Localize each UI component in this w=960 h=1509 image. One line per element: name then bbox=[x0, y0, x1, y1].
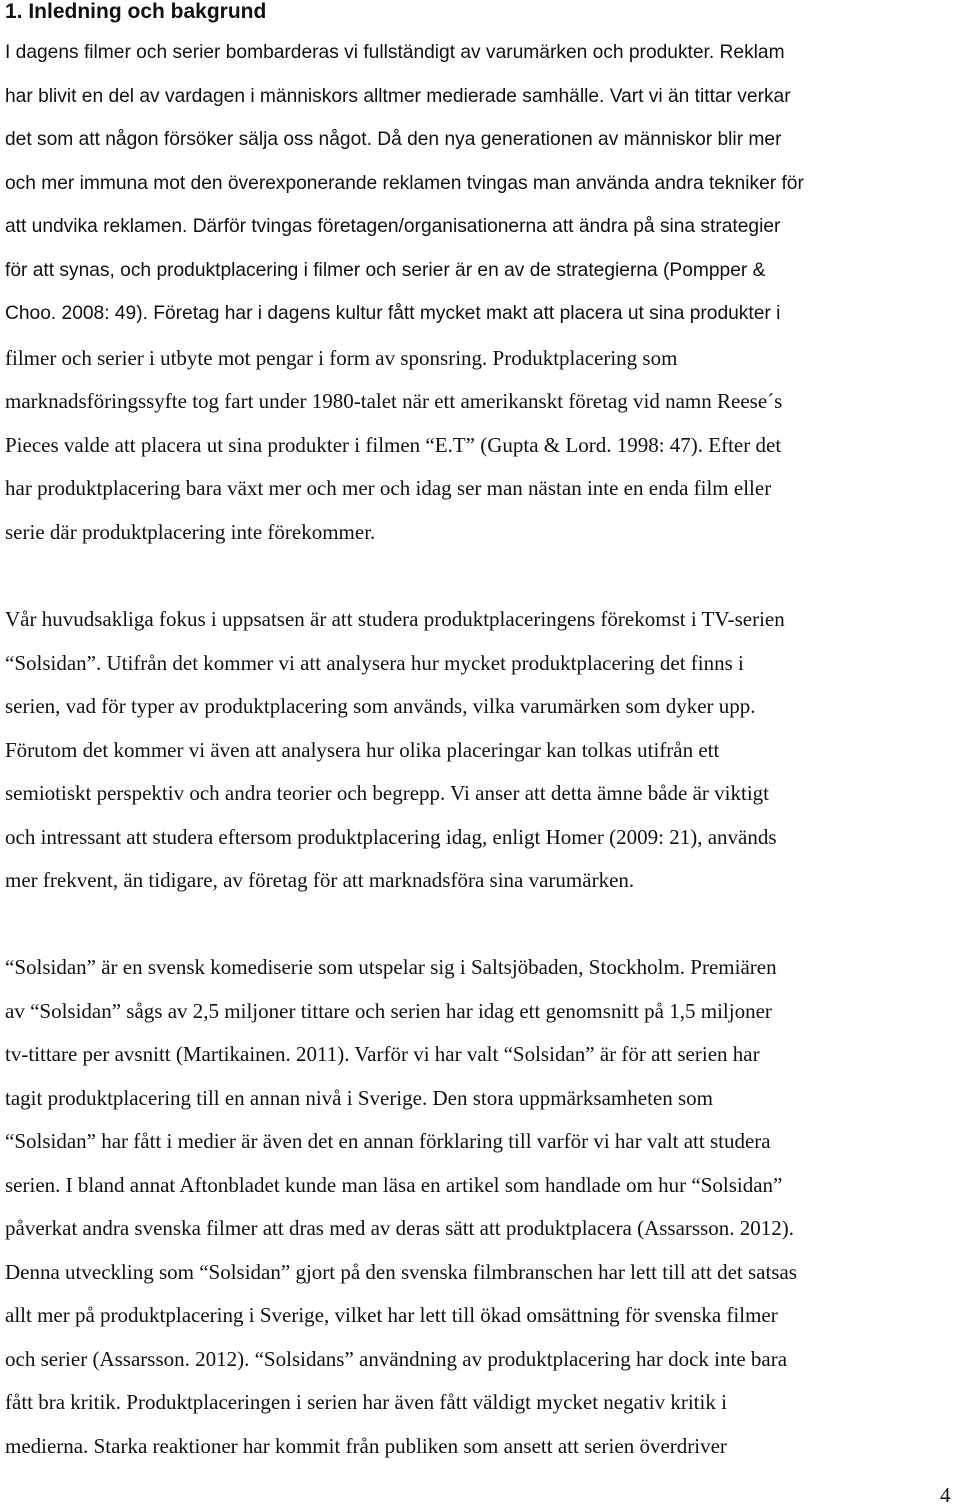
paragraph-line: I dagens filmer och serier bombarderas vi fullständigt av varumärken och produkter. Reklam bbox=[5, 42, 785, 63]
paragraph-line: serien. I bland annat Aftonbladet kunde man läsa en artikel som handlade om hur “Solsidan” bbox=[5, 1173, 783, 1197]
paragraph-line: av “Solsidan” sågs av 2,5 miljoner tittare och serien har idag ett genomsnitt på 1,5 miljoner bbox=[5, 999, 772, 1023]
paragraph-line: och mer immuna mot den överexponerande reklamen tvingas man använda andra tekniker för bbox=[5, 173, 804, 194]
paragraph-line: semiotiskt perspektiv och andra teorier och begrepp. Vi anser att detta ämne både är viktigt bbox=[5, 781, 770, 805]
paragraph-line: Choo. 2008: 49). Företag har i dagens kultur fått mycket makt att placera ut sina produkter i bbox=[5, 303, 781, 324]
paragraph-line: “Solsidan” är en svensk komediserie som utspelar sig i Saltsjöbaden, Stockholm. Premiären bbox=[5, 955, 777, 979]
paragraph-line: medierna. Starka reaktioner har kommit från publiken som ansett att serien överdriver bbox=[5, 1434, 727, 1458]
paragraph-line: “Solsidan”. Utifrån det kommer vi att analysera hur mycket produktplacering det finns i bbox=[5, 651, 744, 675]
paragraph-line: det som att någon försöker sälja oss något. Då den nya generationen av människor blir mer bbox=[5, 129, 782, 150]
paragraph-line: Denna utveckling som “Solsidan” gjort på den svenska filmbranschen har lett till att det satsas bbox=[5, 1260, 797, 1284]
page-number: 4 bbox=[940, 1483, 951, 1507]
paragraph-line: Pieces valde att placera ut sina produkter i filmen “E.T” (Gupta & Lord. 1998: 47). Efter det bbox=[5, 433, 782, 457]
paragraph-line: tv-tittare per avsnitt (Martikainen. 2011). Varför vi har valt “Solsidan” är för att serien har bbox=[5, 1042, 760, 1066]
paragraph-line: att undvika reklamen. Därför tvingas företagen/organisationerna att ändra på sina strategier bbox=[5, 216, 781, 237]
paragraph-line: marknadsföringssyfte tog fart under 1980-talet när ett amerikanskt företag vid namn Reese´s bbox=[5, 389, 783, 413]
paragraph-line: allt mer på produktplacering i Sverige, vilket har lett till ökad omsättning för svenska filmer bbox=[5, 1303, 778, 1327]
paragraph-line: “Solsidan” har fått i medier är även det en annan förklaring till varför vi har valt att studera bbox=[5, 1129, 771, 1153]
paragraph-line: Förutom det kommer vi även att analysera hur olika placeringar kan tolkas utifrån ett bbox=[5, 738, 720, 762]
paragraph-line: och serier (Assarsson. 2012). “Solsidans” användning av produktplacering har dock inte bara bbox=[5, 1347, 788, 1371]
paragraph-line: filmer och serier i utbyte mot pengar i form av sponsring. Produktplacering som bbox=[5, 346, 678, 370]
paragraph-line: för att synas, och produktplacering i filmer och serier är en av de strategierna (Pompper & bbox=[5, 260, 766, 281]
paragraph-line: har blivit en del av vardagen i människors alltmer medierade samhälle. Vart vi än tittar verkar bbox=[5, 86, 791, 107]
paragraph-line: har produktplacering bara växt mer och mer och idag ser man nästan inte en enda film eller bbox=[5, 476, 772, 500]
paragraph-line: serie där produktplacering inte förekommer. bbox=[5, 520, 376, 544]
paragraph-line: mer frekvent, än tidigare, av företag för att marknadsföra sina varumärken. bbox=[5, 868, 635, 892]
paragraph-line: påverkat andra svenska filmer att dras med av deras sätt att produktplacera (Assarsson. 2012). bbox=[5, 1216, 794, 1240]
paragraph-line: och intressant att studera eftersom produktplacering idag, enligt Homer (2009: 21), används bbox=[5, 825, 777, 849]
paragraph-line: tagit produktplacering till en annan nivå i Sverige. Den stora uppmärksamheten som bbox=[5, 1086, 713, 1110]
section-heading: 1. Inledning och bakgrund bbox=[5, 0, 267, 23]
paragraph-line: Vår huvudsakliga fokus i uppsatsen är att studera produktplaceringens förekomst i TV-serien bbox=[5, 607, 785, 631]
paragraph-line: serien, vad för typer av produktplacering som används, vilka varumärken som dyker upp. bbox=[5, 694, 756, 718]
paragraph-line: fått bra kritik. Produktplaceringen i serien har även fått väldigt mycket negativ kritik i bbox=[5, 1390, 727, 1414]
